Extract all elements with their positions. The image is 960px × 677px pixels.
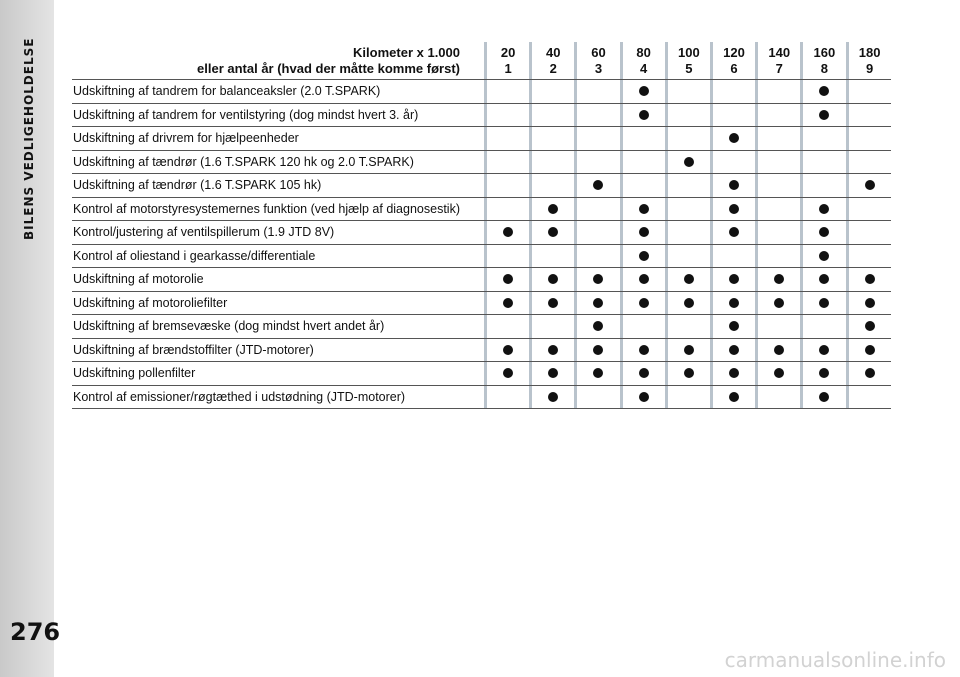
scheduled-dot-icon	[865, 345, 875, 355]
interval-cell	[755, 386, 800, 409]
interval-km: 180	[858, 45, 881, 60]
table-row	[72, 151, 891, 175]
scheduled-dot-icon	[548, 227, 558, 237]
table-row	[72, 339, 891, 363]
scheduled-dot-icon	[729, 274, 739, 284]
interval-km: 100	[677, 45, 700, 60]
scheduled-dot-icon	[819, 368, 829, 378]
interval-cell	[800, 386, 845, 409]
interval-cell	[620, 127, 665, 150]
interval-cell	[484, 339, 529, 362]
interval-cell	[846, 268, 891, 291]
header-interval	[484, 42, 529, 79]
row-label: Udskiftning af tændrør (1.6 T.SPARK 120 hk og 2.0 T.SPARK)	[73, 154, 414, 169]
interval-cell	[574, 362, 619, 385]
interval-km: 40	[546, 45, 561, 60]
interval-cell	[710, 80, 755, 103]
interval-cell	[665, 268, 710, 291]
interval-cell	[484, 268, 529, 291]
interval-cell	[800, 339, 845, 362]
interval-cell	[800, 245, 845, 268]
scheduled-dot-icon	[593, 345, 603, 355]
interval-cell	[529, 127, 574, 150]
interval-cell	[755, 245, 800, 268]
scheduled-dot-icon	[729, 133, 739, 143]
interval-cell	[620, 104, 665, 127]
interval-cell	[620, 221, 665, 244]
scheduled-dot-icon	[503, 227, 513, 237]
table-row	[72, 198, 891, 222]
interval-cell	[484, 292, 529, 315]
row-label: Udskiftning af brændstoffilter (JTD-motorer)	[73, 342, 314, 357]
interval-cell	[620, 245, 665, 268]
scheduled-dot-icon	[774, 298, 784, 308]
interval-cell	[484, 221, 529, 244]
scheduled-dot-icon	[639, 251, 649, 261]
interval-km: 20	[500, 45, 516, 60]
header-label-line2: eller antal år (hvad der måtte komme først)	[197, 61, 460, 76]
table-row	[72, 315, 891, 339]
interval-cell	[574, 80, 619, 103]
scheduled-dot-icon	[548, 392, 558, 402]
watermark: carmanualsonline.info	[724, 648, 946, 672]
interval-cell	[710, 221, 755, 244]
interval-cell	[484, 315, 529, 338]
row-label: Udskiftning af bremsevæske (dog mindst hvert andet år)	[73, 319, 385, 333]
scheduled-dot-icon	[729, 368, 739, 378]
interval-cell	[710, 127, 755, 150]
interval-cell	[710, 245, 755, 268]
interval-cell	[620, 339, 665, 362]
scheduled-dot-icon	[774, 274, 784, 284]
scheduled-dot-icon	[819, 345, 829, 355]
interval-cell	[484, 362, 529, 385]
interval-cell	[846, 315, 891, 338]
table-row	[72, 245, 891, 269]
scheduled-dot-icon	[503, 298, 513, 308]
interval-cell	[846, 198, 891, 221]
interval-cell	[710, 268, 755, 291]
interval-cell	[800, 268, 845, 291]
interval-year: 5	[685, 61, 693, 76]
interval-cell	[755, 362, 800, 385]
interval-cell	[710, 315, 755, 338]
interval-cell	[620, 268, 665, 291]
interval-cell	[710, 339, 755, 362]
interval-cell	[484, 104, 529, 127]
table-row	[72, 174, 891, 198]
table-row	[72, 127, 891, 151]
scheduled-dot-icon	[503, 274, 513, 284]
scheduled-dot-icon	[639, 204, 649, 214]
scheduled-dot-icon	[865, 274, 875, 284]
interval-km: 120	[723, 45, 745, 60]
scheduled-dot-icon	[729, 345, 739, 355]
interval-km: 60	[591, 45, 606, 60]
interval-cell	[529, 386, 574, 409]
interval-cell	[620, 151, 665, 174]
interval-cell	[710, 292, 755, 315]
scheduled-dot-icon	[639, 86, 649, 96]
interval-cell	[665, 362, 710, 385]
row-label: Udskiftning pollenfilter	[73, 366, 196, 380]
header-interval	[710, 42, 755, 79]
interval-cell	[755, 174, 800, 197]
row-label: Udskiftning af motoroliefilter	[73, 295, 228, 310]
interval-cell	[665, 151, 710, 174]
interval-cell	[620, 198, 665, 221]
row-label: Udskiftning af drivrem for hjælpeenheder	[73, 131, 299, 145]
interval-cell	[665, 386, 710, 409]
interval-cell	[710, 198, 755, 221]
interval-cell	[755, 127, 800, 150]
header-label-line1: Kilometer x 1.000	[353, 45, 460, 60]
interval-cell	[529, 339, 574, 362]
interval-cell	[529, 174, 574, 197]
interval-cell	[484, 198, 529, 221]
interval-cell	[529, 292, 574, 315]
row-label: Kontrol af motorstyresystemernes funktion (ved hjælp af diagnosestik)	[73, 201, 460, 216]
table-row	[72, 80, 891, 104]
interval-cell	[755, 268, 800, 291]
header-label	[72, 42, 484, 79]
interval-cell	[800, 221, 845, 244]
scheduled-dot-icon	[684, 298, 694, 308]
scheduled-dot-icon	[819, 86, 829, 96]
interval-cell	[846, 174, 891, 197]
interval-year: 1	[504, 61, 512, 76]
interval-cell	[529, 362, 574, 385]
scheduled-dot-icon	[729, 392, 739, 402]
interval-cell	[529, 80, 574, 103]
interval-year: 2	[549, 61, 557, 76]
interval-cell	[574, 198, 619, 221]
scheduled-dot-icon	[639, 392, 649, 402]
interval-year: 9	[865, 61, 874, 76]
header-interval	[846, 42, 891, 79]
interval-cell	[574, 151, 619, 174]
interval-cell	[800, 127, 845, 150]
table-row	[72, 362, 891, 386]
scheduled-dot-icon	[819, 274, 829, 284]
interval-cell	[846, 245, 891, 268]
scheduled-dot-icon	[593, 274, 603, 284]
interval-cell	[620, 80, 665, 103]
interval-cell	[710, 151, 755, 174]
interval-cell	[574, 104, 619, 127]
interval-km: 140	[768, 45, 791, 60]
scheduled-dot-icon	[819, 204, 829, 214]
interval-cell	[846, 221, 891, 244]
scheduled-dot-icon	[865, 298, 875, 308]
scheduled-dot-icon	[819, 227, 829, 237]
scheduled-dot-icon	[865, 321, 875, 331]
interval-cell	[710, 174, 755, 197]
interval-year: 4	[640, 61, 648, 76]
table-row	[72, 268, 891, 292]
interval-cell	[846, 292, 891, 315]
table-row	[72, 386, 891, 410]
interval-cell	[755, 151, 800, 174]
interval-cell	[620, 315, 665, 338]
interval-cell	[484, 80, 529, 103]
scheduled-dot-icon	[548, 345, 558, 355]
interval-cell	[665, 339, 710, 362]
interval-km: 80	[636, 45, 651, 60]
interval-year: 6	[730, 61, 738, 76]
interval-cell	[529, 268, 574, 291]
interval-cell	[846, 339, 891, 362]
interval-cell	[710, 362, 755, 385]
maintenance-table	[72, 42, 891, 409]
interval-year: 8	[820, 61, 829, 76]
interval-year: 3	[594, 61, 603, 76]
interval-cell	[800, 174, 845, 197]
scheduled-dot-icon	[593, 180, 603, 190]
interval-cell	[665, 174, 710, 197]
interval-cell	[755, 104, 800, 127]
scheduled-dot-icon	[639, 274, 649, 284]
interval-cell	[620, 174, 665, 197]
interval-cell	[574, 268, 619, 291]
interval-cell	[665, 104, 710, 127]
scheduled-dot-icon	[729, 298, 739, 308]
scheduled-dot-icon	[548, 274, 558, 284]
table-row	[72, 221, 891, 245]
row-label: Kontrol af oliestand i gearkasse/differentiale	[73, 248, 316, 263]
scheduled-dot-icon	[593, 321, 603, 331]
interval-cell	[574, 386, 619, 409]
sidebar	[0, 0, 61, 677]
scheduled-dot-icon	[684, 368, 694, 378]
interval-cell	[800, 198, 845, 221]
scheduled-dot-icon	[774, 345, 784, 355]
interval-cell	[484, 174, 529, 197]
interval-cell	[574, 315, 619, 338]
header-interval	[574, 42, 619, 79]
scheduled-dot-icon	[593, 368, 603, 378]
scheduled-dot-icon	[729, 180, 739, 190]
interval-cell	[529, 104, 574, 127]
section-title: BILENS VEDLIGEHOLDELSE	[22, 37, 36, 240]
row-label: Udskiftning af tandrem for balanceaksler (2.0 T.SPARK)	[73, 84, 381, 98]
scheduled-dot-icon	[548, 204, 558, 214]
interval-cell	[755, 80, 800, 103]
interval-cell	[846, 362, 891, 385]
interval-cell	[665, 221, 710, 244]
interval-cell	[529, 245, 574, 268]
row-label: Udskiftning af tændrør (1.6 T.SPARK 105 hk)	[73, 178, 322, 192]
interval-cell	[665, 80, 710, 103]
interval-cell	[755, 221, 800, 244]
scheduled-dot-icon	[865, 368, 875, 378]
interval-cell	[529, 151, 574, 174]
interval-cell	[665, 127, 710, 150]
scheduled-dot-icon	[548, 298, 558, 308]
interval-cell	[484, 386, 529, 409]
interval-cell	[755, 198, 800, 221]
scheduled-dot-icon	[684, 345, 694, 355]
interval-cell	[529, 198, 574, 221]
page-number: 276	[10, 618, 61, 646]
row-label: Udskiftning af tandrem for ventilstyring (dog mindst hvert 3. år)	[73, 107, 419, 122]
interval-cell	[846, 151, 891, 174]
interval-cell	[800, 315, 845, 338]
scheduled-dot-icon	[639, 110, 649, 120]
scheduled-dot-icon	[639, 227, 649, 237]
interval-cell	[800, 104, 845, 127]
scheduled-dot-icon	[548, 368, 558, 378]
table-row	[72, 292, 891, 316]
header-interval	[665, 42, 710, 79]
interval-cell	[620, 386, 665, 409]
interval-cell	[800, 151, 845, 174]
table-header-row	[72, 42, 891, 80]
interval-cell	[484, 127, 529, 150]
scheduled-dot-icon	[684, 274, 694, 284]
scheduled-dot-icon	[865, 180, 875, 190]
scheduled-dot-icon	[503, 345, 513, 355]
interval-cell	[755, 315, 800, 338]
scheduled-dot-icon	[503, 368, 513, 378]
interval-cell	[710, 386, 755, 409]
scheduled-dot-icon	[774, 368, 784, 378]
interval-cell	[710, 104, 755, 127]
interval-cell	[800, 292, 845, 315]
row-label: Kontrol/justering af ventilspillerum (1.9 JTD 8V)	[73, 225, 335, 239]
row-label: Kontrol af emissioner/røgtæthed i udstødning (JTD-motorer)	[73, 389, 406, 404]
scheduled-dot-icon	[819, 110, 829, 120]
scheduled-dot-icon	[819, 392, 829, 402]
interval-cell	[846, 386, 891, 409]
scheduled-dot-icon	[819, 251, 829, 261]
scheduled-dot-icon	[729, 204, 739, 214]
interval-cell	[574, 292, 619, 315]
scheduled-dot-icon	[684, 157, 694, 167]
interval-km: 160	[813, 45, 836, 60]
interval-cell	[484, 245, 529, 268]
interval-cell	[800, 80, 845, 103]
header-interval	[755, 42, 800, 79]
row-label: Udskiftning af motorolie	[73, 272, 204, 286]
interval-cell	[574, 174, 619, 197]
scheduled-dot-icon	[819, 298, 829, 308]
interval-cell	[574, 339, 619, 362]
interval-cell	[846, 80, 891, 103]
interval-cell	[484, 151, 529, 174]
interval-cell	[620, 292, 665, 315]
interval-cell	[620, 362, 665, 385]
interval-cell	[574, 127, 619, 150]
interval-cell	[665, 315, 710, 338]
scheduled-dot-icon	[593, 298, 603, 308]
scheduled-dot-icon	[729, 321, 739, 331]
header-interval	[529, 42, 574, 79]
interval-cell	[529, 315, 574, 338]
interval-cell	[755, 339, 800, 362]
interval-cell	[800, 362, 845, 385]
header-interval	[620, 42, 665, 79]
interval-cell	[665, 292, 710, 315]
interval-cell	[846, 104, 891, 127]
scheduled-dot-icon	[729, 227, 739, 237]
interval-cell	[755, 292, 800, 315]
interval-year: 7	[775, 61, 783, 76]
table-row	[72, 104, 891, 128]
interval-cell	[529, 221, 574, 244]
interval-cell	[574, 245, 619, 268]
interval-cell	[665, 245, 710, 268]
header-interval	[800, 42, 845, 79]
scheduled-dot-icon	[639, 368, 649, 378]
interval-cell	[574, 221, 619, 244]
scheduled-dot-icon	[639, 345, 649, 355]
interval-cell	[665, 198, 710, 221]
interval-cell	[846, 127, 891, 150]
scheduled-dot-icon	[639, 298, 649, 308]
